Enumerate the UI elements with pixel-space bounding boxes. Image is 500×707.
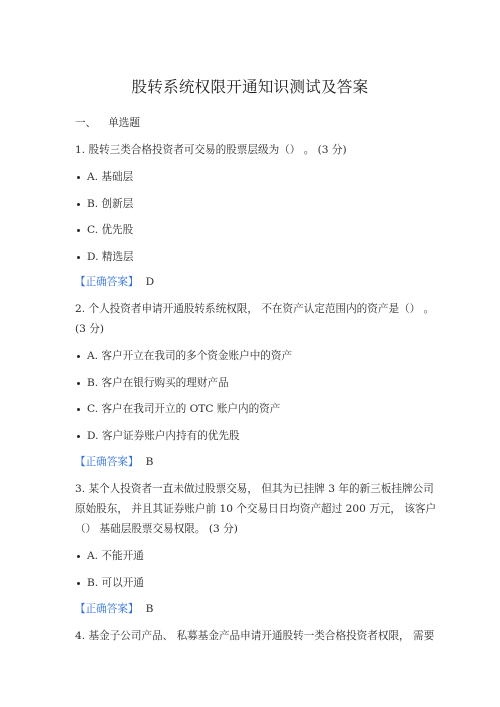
bullet-dot [77, 435, 80, 438]
answer-tag: 【正确答案】 [75, 456, 139, 468]
bullet-dot [77, 408, 80, 411]
answer-tag: 【正确答案】 [75, 603, 139, 615]
question-2-option-c: C. 客户在我司开立的 OTC 账户内的资产 [75, 402, 280, 416]
question-1-option-c: C. 优先股 [75, 223, 133, 237]
answer-tag: 【正确答案】 [75, 276, 139, 288]
question-1-option-d: D. 精选层 [75, 250, 134, 264]
bullet-dot [77, 203, 80, 206]
document-title: 股转系统权限开通知识测试及答案 [131, 78, 369, 96]
question-3-option-a: A. 不能开通 [75, 549, 144, 563]
question-3-answer [75, 602, 153, 616]
question-2-option-a: A. 客户开立在我司的多个资金账户中的资产 [75, 349, 292, 363]
bullet-dot [77, 382, 80, 385]
question-2-line-1: 2. 个人投资者申请开通股转系统权限， 不在资产认定范围内的资产是（） 。 [75, 303, 435, 315]
question-1-option-a: A. 基础层 [75, 170, 133, 184]
question-2-line-2: (3 分) [75, 323, 104, 335]
question-3-line-1: 3. 某个人投资者一直未做过股票交易， 但其为已挂牌 3 年的新三板挂牌公司 [75, 483, 434, 495]
bullet-dot [77, 582, 80, 585]
question-2-answer [75, 455, 153, 469]
answer-value: B [145, 603, 154, 615]
question-3-line-3: （） 基础层股票交易权限。 (3 分) [75, 523, 238, 535]
bullet-dot [77, 176, 80, 179]
answer-value: D [145, 276, 155, 288]
question-1-answer [75, 275, 154, 289]
question-1-line-1: 1. 股转三类合格投资者可交易的股票层级为（） 。 (3 分) [75, 144, 347, 156]
bullet-dot [77, 355, 80, 358]
bullet-dot [77, 555, 80, 558]
section-label: 单选题 [108, 117, 140, 129]
question-4-line-1: 4. 基金子公司产品、 私募基金产品申请开通股转一类合格投资者权限， 需要 [75, 630, 435, 642]
question-3-line-2: 原始股东， 并且其证券账户前 10 个交易日日均资产超过 200 万元， 该客户 [75, 503, 437, 515]
section-number: 一、 [75, 117, 97, 129]
answer-value: B [145, 456, 154, 468]
question-1-option-b: B. 创新层 [75, 197, 133, 211]
section-heading [75, 116, 140, 130]
question-2-option-d: D. 客户证券账户内持有的优先股 [75, 429, 240, 443]
question-3-option-b: B. 可以开通 [75, 576, 144, 590]
bullet-dot [77, 229, 80, 232]
question-2-option-b: B. 客户在银行购买的理财产品 [75, 376, 229, 390]
bullet-dot [77, 256, 80, 259]
